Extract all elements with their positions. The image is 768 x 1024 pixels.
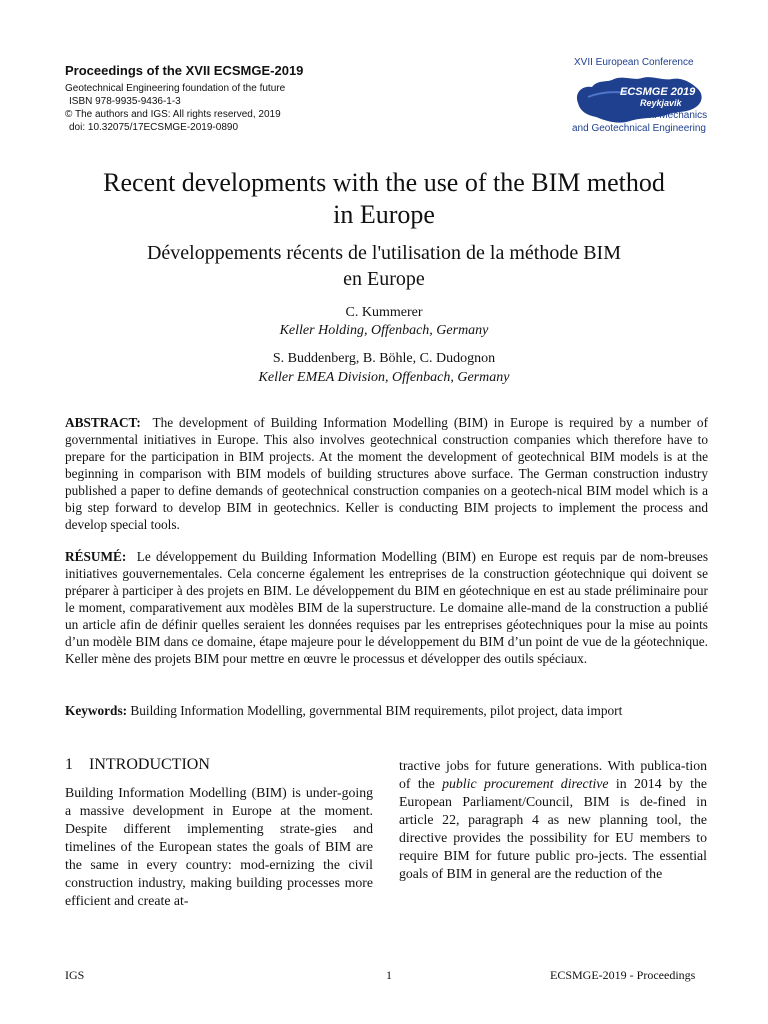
- body-text: tractive jobs for future generations. With publica-tion of the: [399, 758, 707, 791]
- resume-text: Le développement du Building Information Modelling (BIM) en Europe est requis par de nom-breuses initiatives gouvernementales. Cela concerne également les entreprises de la construction géotechnique qui doivent se préparer à participer à des projets en BIM. Le développement du BIM en géotechnique en est au stade préliminaire pour le moment, comparativement aux modèles BIM de la superstructure. Le domaine alle-mand de la construction a publié un article afin de définir quelles seraient les données requises par les entreprises géotechniques pour la mise au points d’un modèle BIM dans ce domaine, étape majeure pour le développement du BIM d’un point de vue de la géotechnique. Keller mène des projets BIM pour mettre en œuvre le processus et développer des outils spéciaux.: [65, 549, 708, 666]
- body-text: in 2014 by the European Parliament/Council, BIM is de-fined in article 22, paragraph 4 as new planning tool, the directive provides the possibility for EU members to require BIM for future public pro-jects. The essential goals of BIM in general are the reduction of the: [399, 776, 707, 881]
- conference-logo: [568, 55, 718, 145]
- author-affiliation: Keller EMEA Division, Offenbach, Germany: [258, 370, 510, 385]
- proceedings-subtitle: Geotechnical Engineering foundation of the future: [65, 83, 286, 94]
- footer-left: IGS: [65, 968, 85, 982]
- author-affiliation: Keller Holding, Offenbach, Germany: [279, 323, 489, 338]
- author-names: C. Kummerer: [345, 305, 423, 320]
- doi: doi: 10.32075/17ECSMGE-2019-0890: [69, 122, 239, 133]
- copyright: © The authors and IGS: All rights reserved, 2019: [65, 109, 281, 120]
- proceedings-header: [65, 62, 425, 134]
- author-names: S. Buddenberg, B. Böhle, C. Dudognon: [272, 351, 496, 366]
- paper-title-line-1: Recent developments with the use of the BIM method: [103, 168, 665, 197]
- keywords: [65, 702, 708, 719]
- page-number: 1: [386, 968, 392, 982]
- paper-title-french-line-1: Développements récents de l'utilisation de la méthode BIM: [146, 242, 622, 264]
- isbn: ISBN 978-9935-9436-1-3: [69, 96, 181, 107]
- paper-title: [60, 167, 708, 231]
- resume: [65, 548, 708, 667]
- abstract-text: The development of Building Information Modelling (BIM) in Europe is required by a number of governmental initiatives in Europe. This also involves geotechnical construction companies which therefore have to prepare for the participation in BIM projects. At the moment the development of geotechnical BIM models is at the beginning in comparison with BIM models of building structures above surface. The German construction industry published a paper to define demands of geotechnical construction companies on a geotech-nical BIM model which is a big step forward to develop BIM in geotechnics. Keller is conducting BIM projects to implement the process and develop special tools.: [65, 415, 708, 532]
- conference-logo-subtitle-2: and Geotechnical Engineering: [572, 123, 706, 134]
- abstract: [65, 414, 708, 533]
- body-text-italic: public procurement directive: [442, 776, 609, 791]
- paper-title-french-line-2: en Europe: [343, 268, 425, 290]
- paper-title-line-2: in Europe: [333, 200, 435, 229]
- footer-right: ECSMGE-2019 - Proceedings: [550, 968, 696, 982]
- body-column-right: [399, 757, 707, 883]
- proceedings-title: Proceedings of the XVII ECSMGE-2019: [65, 63, 304, 78]
- section-title: INTRODUCTION: [89, 756, 210, 773]
- section-number: 1: [65, 756, 73, 773]
- abstract-label: ABSTRACT:: [65, 415, 141, 430]
- conference-logo-top: XVII European Conference: [574, 57, 694, 68]
- body-column-left: Building Information Modelling (BIM) is under-going a massive development in Europe at the moment. Despite different implementing strate-gies and timelines of the European states the goals of BIM are the same in every country: mod-ernizing the civil construction industry, making building processes more efficient and create at-: [65, 785, 373, 908]
- keywords-label: Keywords:: [65, 703, 128, 718]
- resume-label: RÉSUMÉ:: [65, 549, 127, 564]
- section-heading: [65, 755, 210, 775]
- conference-logo-city: Reykjavik: [640, 98, 682, 108]
- keywords-text: Building Information Modelling, governmental BIM requirements, pilot project, data import: [130, 703, 623, 718]
- paper-title-french: [60, 240, 708, 292]
- conference-logo-name: ECSMGE 2019: [620, 86, 696, 98]
- conference-logo-subtitle-1: on Soil Mechanics: [626, 110, 708, 121]
